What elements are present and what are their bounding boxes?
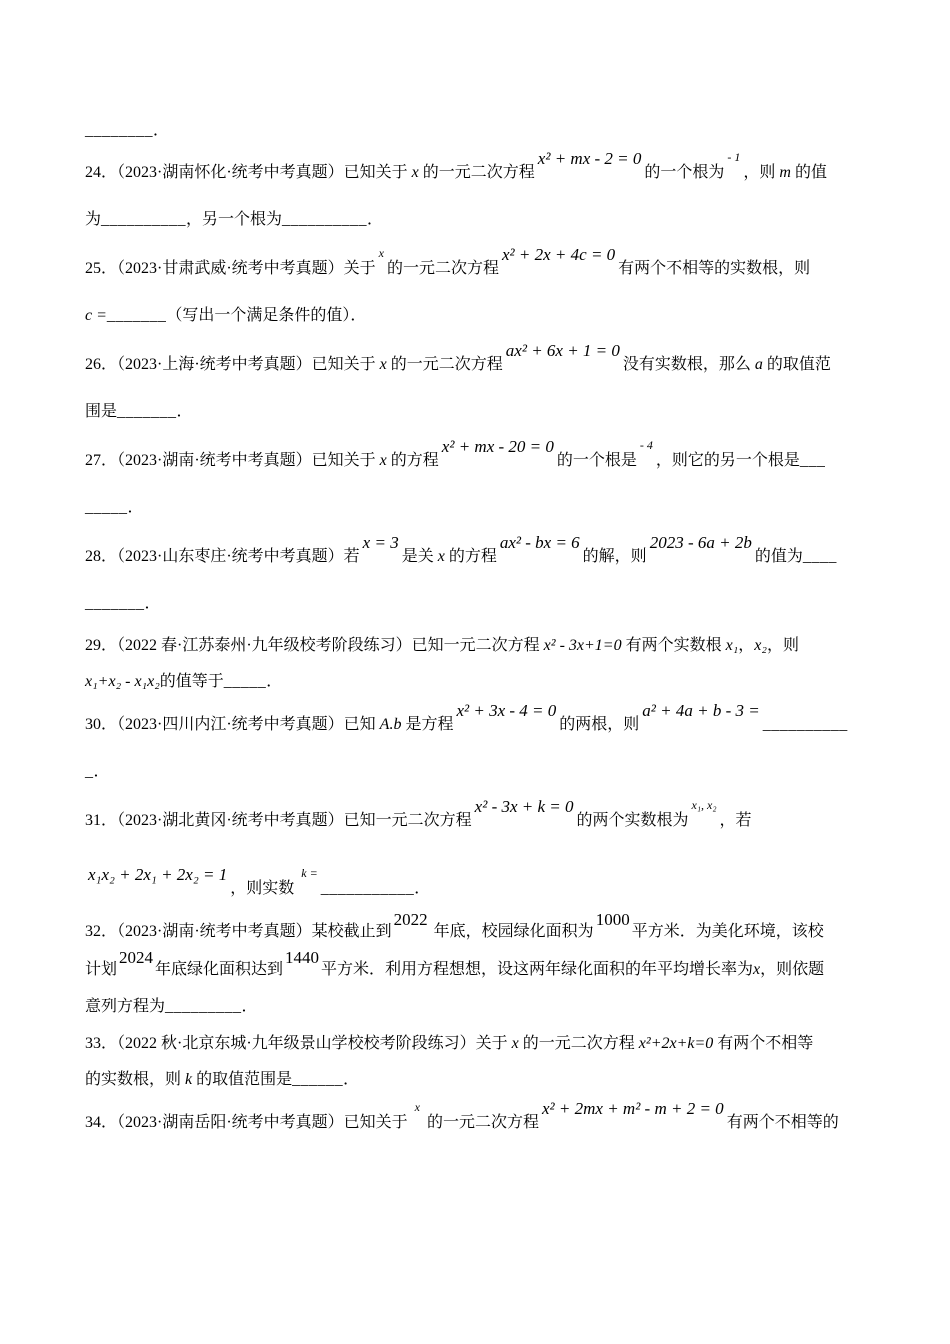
text-run: ． [343,1071,360,1088]
problem-line [85,748,880,796]
problem-line [85,950,880,988]
text-run: ，则 [766,637,799,654]
inline-math: a [754,356,763,373]
equation: ax² - bx = 6 [499,533,580,552]
equation: x² + mx - 20 = 0 [441,437,554,456]
text-run: 计划 [85,961,118,978]
text-run: 的值等于 [159,673,224,690]
inline-math: x [437,548,445,565]
text-run: ，则实数 [230,880,299,897]
text-run: ． [176,403,193,420]
text-run: ． [93,763,110,780]
inline-math: m [779,164,791,181]
text-run: 30．（2023·四川内江·统考中考真题）已知 [85,716,380,733]
problem-line [85,700,880,748]
raised-number: 1440 [285,948,320,967]
problem-line [85,484,880,532]
text-run: ． [144,595,161,612]
text-run: 的一元二次方程 [423,1114,540,1131]
superscript-equation: x [378,246,384,260]
inline-math: x₁+x₂ - x₁x₂ [85,673,160,690]
text-run: 有两个不相等的 [726,1114,839,1131]
text-run: 26．（2023·上海·统考中考真题）已知关于 [85,356,380,373]
text-run: 的值 [790,164,827,181]
inline-math: x [379,452,387,469]
problem-line [85,628,880,664]
text-run: 的取值范围是 [192,1071,293,1088]
text-run: 33．（2022 秋·北京东城·九年级景山学校校考阶段练习）关于 [85,1035,512,1052]
text-run: ． [241,998,258,1015]
text-run: 没有实数根，那么 [622,356,755,373]
problem-26 [85,340,880,436]
text-run: ，则依题 [760,961,825,978]
text-run: 的一个根为 [644,164,725,181]
problem-line [85,912,880,950]
text-run: 的一个根是 [556,452,637,469]
text-run: ． [266,673,283,690]
text-run: 有两个不相等的实数根，则 [618,260,811,277]
problem-33 [85,1026,880,1098]
inline-math: x [511,1035,519,1052]
text-run: 意列方程为 [85,998,166,1015]
problem-28 [85,532,880,628]
equation: x = 3 [362,533,399,552]
problem-line [85,292,880,340]
superscript-equation: x [414,1100,420,1114]
problem-line [85,532,880,580]
problem-line [85,388,880,436]
text-run: 24．（2023·湖南怀化·统考中考真题）已知关于 [85,164,412,181]
blank-underline: _____ [85,499,128,516]
inline-math: k [185,1071,193,1088]
blank-underline: ________ [85,122,153,139]
problem-line [85,244,880,292]
text-run: ，则 [743,164,780,181]
problem-30 [85,700,880,796]
problem-line [85,1098,880,1146]
text-run: 的一元二次方程 [518,1035,639,1052]
superscript-equation: - 4 [639,438,653,452]
equation: ax² + 6x + 1 = 0 [505,341,620,360]
blank-underline: _______ [106,307,167,324]
blank-underline: __________ [101,211,187,228]
problem-34 [85,1098,880,1146]
equation: x² + 3x - 4 = 0 [456,701,557,720]
text-run: 年底，校园绿化面积为 [429,923,594,940]
text-run: ． [127,499,144,516]
problem-line [85,988,880,1026]
blank-underline: _____ [223,673,267,690]
text-run: 为 [85,211,102,228]
text-run: 34．（2023·湖南岳阳·统考中考真题）已知关于 [85,1114,412,1131]
text-run: 的一元二次方程 [418,164,535,181]
inline-math: x [753,961,761,978]
problem-line [85,196,880,244]
problem-27 [85,436,880,532]
inline-math: A.b [379,716,402,733]
equation: x² - 3x + k = 0 [474,797,574,816]
text-run: ，另一个根为 [186,211,283,228]
text-run: 的解，则 [582,548,647,565]
text-run: 的方程 [386,452,439,469]
raised-number: 2024 [119,948,154,967]
text-run: 的一元二次方程 [386,356,503,373]
superscript-equation: - 1 [727,150,741,164]
problem-25 [85,244,880,340]
text-run: 32．（2023·湖南·统考中考真题）某校截止到 [85,923,392,940]
text-run: 的实数根，则 [85,1071,186,1088]
text-run: 的一元二次方程 [387,260,500,277]
problem-24 [85,148,880,244]
blank-underline: ___________ [320,880,415,897]
inline-math: x²+2x+k=0 [638,1035,714,1052]
text-run: 的方程 [444,548,497,565]
equation: x² + 2x + 4c = 0 [502,245,616,264]
inline-math: x₂ [754,637,767,654]
text-run: 有两个不相等 [713,1035,814,1052]
inline-math: x [379,356,387,373]
problem-32 [85,912,880,1026]
blank-underline: ______ [292,1071,344,1088]
text-run: ，若 [719,812,752,829]
problem-line [85,580,880,628]
problem-line [85,148,880,196]
blank-underline: __________ [762,716,848,733]
text-run: 的取值范 [762,356,831,373]
text-run: 27．（2023·湖南·统考中考真题）已知关于 [85,452,380,469]
raised-number: 2022 [393,910,428,929]
inline-math: x² - 3x+1=0 [543,637,622,654]
blank-underline: ___ [799,452,826,469]
inline-math: x [411,164,419,181]
blank-underline: ____ [802,548,837,565]
blank-underline: _______ [85,595,145,612]
text-run: 25．（2023·甘肃武威·统考中考真题）关于 [85,260,376,277]
text-run: 平方米．利用方程想想，设这两年绿化面积的年平均增长率为 [321,961,754,978]
blank-underline: _______ [117,403,177,420]
text-run: 31．（2023·湖北黄冈·统考中考真题）已知一元二次方程 [85,812,472,829]
problem-line [85,664,880,700]
text-run: 围是 [85,403,118,420]
text-run: ， [738,637,755,654]
problem-line [85,1026,880,1062]
problem-line [85,1062,880,1098]
problem-line [85,844,880,912]
problem-line [85,340,880,388]
equation: x² + mx - 2 = 0 [537,149,642,168]
text-run: 是方程 [401,716,454,733]
text-run: ． [153,122,170,139]
text-run: 年底绿化面积达到 [155,961,284,978]
blank-underline: __________ [282,211,368,228]
superscript-equation: x₁, x₂ [691,798,717,812]
raised-number: 1000 [595,910,630,929]
equation: 2023 - 6a + 2b [649,533,752,552]
leading-blank-line [85,114,880,148]
inline-math: c = [85,307,107,324]
problem-line [85,796,880,844]
text-run: 的两个实数根为 [576,812,689,829]
text-run: 有两个实数根 [621,637,726,654]
text-run: 29．（2022 春·江苏泰州·九年级校考阶段练习）已知一元二次方程 [85,637,544,654]
text-run: （写出一个满足条件的值）． [166,307,367,324]
problem-31 [85,796,880,912]
equation: a² + 4a + b - 3 = [642,701,760,720]
text-run: ． [414,880,431,897]
text-run: 的值为 [754,548,803,565]
problem-line [85,436,880,484]
problem-29 [85,628,880,700]
inline-math: x₁ [725,637,739,654]
blank-underline: _ [85,763,94,780]
equation: x₁x₂ + 2x₁ + 2x₂ = 1 [88,865,228,884]
blank-underline: _________ [165,998,242,1015]
superscript-equation: k = [301,866,318,880]
text-run: 的两根，则 [559,716,640,733]
problem-line [85,114,880,148]
text-run: ． [367,211,384,228]
text-run: 平方米．为美化环境，该校 [631,923,824,940]
text-run: ，则它的另一个根是 [655,452,800,469]
text-run: 28．（2023·山东枣庄·统考中考真题）若 [85,548,360,565]
text-run: 是关 [401,548,438,565]
equation: x² + 2mx + m² - m + 2 = 0 [542,1099,724,1118]
